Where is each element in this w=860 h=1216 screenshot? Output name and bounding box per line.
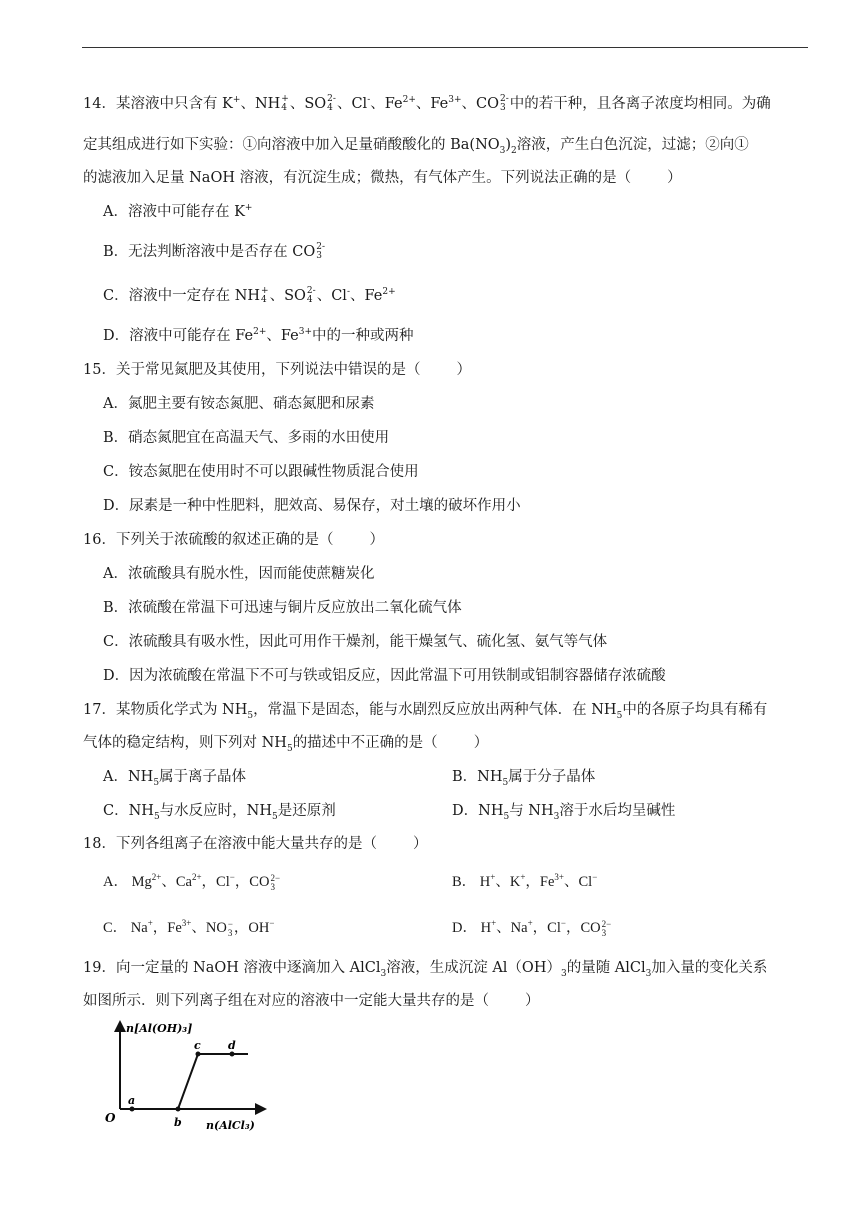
label-b: b	[174, 1116, 182, 1129]
q15-option-a: A．氮肥主要有铵态氮肥、硝态氮肥和尿素	[103, 396, 375, 412]
q17-option-b: B．$NH_5$属于分子晶体	[452, 769, 596, 788]
q14-option-d: D．溶液中可能存在 $Fe^{2+}$、$Fe^{3+}$中的一种或两种	[103, 327, 414, 344]
point-b	[176, 1107, 181, 1112]
q17-option-a: A．$NH_5$属于离子晶体	[103, 769, 247, 788]
q16-stem: 16．下列关于浓硫酸的叙述正确的是（ ）	[83, 532, 384, 548]
point-d	[230, 1052, 235, 1057]
origin-label: O	[105, 1111, 116, 1125]
q16-option-b: B．浓硫酸在常温下可迅速与铜片反应放出二氧化硫气体	[103, 600, 462, 616]
q14-option-b: B．无法判断溶液中是否存在 CO 2- 3	[103, 242, 326, 261]
label-d: d	[228, 1039, 236, 1052]
point-a	[130, 1107, 135, 1112]
label-a: a	[128, 1094, 136, 1107]
q16-option-c: C．浓硫酸具有吸水性，因此可用作干燥剂，能干燥氢气、硫化氢、氨气等气体	[103, 634, 608, 650]
q19-graph	[100, 1016, 275, 1134]
q18-option-a: A． $Mg^{2+}$、$Ca^{2+}$，Cl−，CO 2− 3	[103, 872, 281, 892]
q14-option-c: C．溶液中一定存在 NH + 4 、SO 2- 4 、Cl-、$Fe^{2+}$	[103, 286, 396, 305]
q15-option-c: C．铵态氮肥在使用时不可以跟碱性物质混合使用	[103, 464, 419, 480]
q18-option-c: C． Na+，$Fe^{3+}$、NO − 3 ，OH−	[103, 918, 275, 938]
q14-stem-line-1: 14．某溶液中只含有 K+、NH + 4 、SO 2- 4 、Cl-、$Fe^{2+}$、$Fe^{3+}$、CO 2- 3 中的若干种，且各离子浓度均相同。为确	[83, 94, 771, 113]
q17-stem-line-2: 气体的稳定结构，则下列对 $NH_5$的描述中不正确的是（ ）	[83, 735, 489, 754]
curve	[120, 1054, 248, 1109]
label-c: c	[194, 1039, 201, 1052]
q14-stem-line-2: 定其组成进行如下实验：①向溶液中加入足量硝酸酸化的 $Ba(NO_3)_2$溶液，产生白色沉淀，过滤；②向①	[83, 137, 749, 156]
q15-option-b: B．硝态氮肥宜在高温天气、多雨的水田使用	[103, 430, 390, 446]
q14-option-a: A．溶液中可能存在 K+	[103, 203, 253, 220]
q18-stem: 18．下列各组离子在溶液中能大量共存的是（ ）	[83, 836, 428, 852]
y-axis-label: n[Al(OH)₃]	[126, 1022, 193, 1035]
q16-option-d: D．因为浓硫酸在常温下不可与铁或铝反应，因此常温下可用铁制或铝制容器储存浓硫酸	[103, 668, 666, 684]
header-rule	[82, 47, 808, 48]
q19-stem-line-1: 19．向一定量的 NaOH 溶液中逐滴加入 AlCl$_3$溶液，生成沉淀 $Al(OH)_3$的量随 AlCl$_3$加入量的变化关系	[83, 960, 768, 979]
point-c	[196, 1052, 201, 1057]
q19-stem-line-2: 如图所示．则下列离子组在对应的溶液中一定能大量共存的是（ ）	[83, 993, 540, 1009]
q18-option-d: D． H+、Na+，Cl−，CO 2− 3	[452, 918, 612, 938]
q16-option-a: A．浓硫酸具有脱水性，因而能使蔗糖炭化	[103, 566, 375, 582]
x-axis-label: n(AlCl₃)	[206, 1119, 255, 1132]
q17-stem-line-1: 17．某物质化学式为 $NH_5$，常温下是固态，能与水剧烈反应放出两种气体．在 $NH_5$中的各原子均具有稀有	[83, 702, 768, 721]
q14-stem-line-3: 的滤液加入足量 NaOH 溶液，有沉淀生成；微热，有气体产生。下列说法正确的是（ ）	[83, 170, 682, 186]
q17-option-c: C．$NH_5$与水反应时，$NH_5$是还原剂	[103, 803, 336, 822]
q15-option-d: D．尿素是一种中性肥料，肥效高、易保存，对土壤的破坏作用小	[103, 498, 521, 514]
q17-option-d: D．$NH_5$与 $NH_3$溶于水后均呈碱性	[452, 803, 676, 822]
q15-stem: 15．关于常见氮肥及其使用，下列说法中错误的是（ ）	[83, 362, 471, 378]
q18-option-b: B． H+、K+，$Fe^{3+}$、Cl−	[452, 872, 598, 890]
